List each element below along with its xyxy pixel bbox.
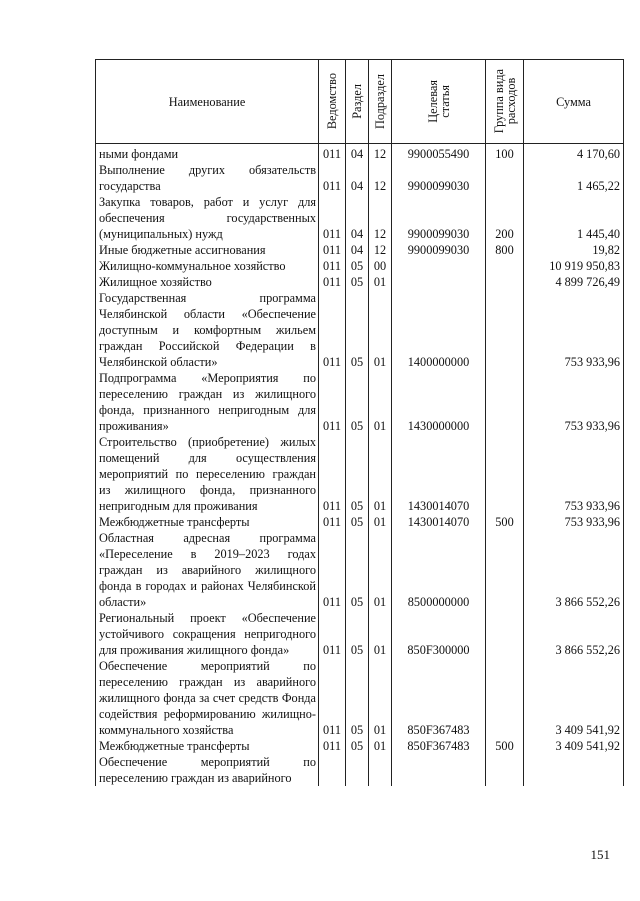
cell-name: Областная адресная программа «Переселение в 2019–2023 годах граждан из аварийного жилищного фонда в городах и районах Челябинской области» [96,530,319,610]
cell-razdel: 05 [346,370,369,434]
cell-razdel: 05 [346,738,369,754]
cell-tselevaya-statya [392,274,486,290]
cell-summa: 753 933,96 [524,370,624,434]
cell-razdel: 04 [346,242,369,258]
budget-table [95,59,624,786]
cell-name: Обеспечение мероприятий по переселению граждан из аварийного жилищного фонда за счет средств Фонда содействия реформированию жилищно-коммунального хозяйства [96,658,319,738]
cell-razdel [346,754,369,786]
cell-razdel: 05 [346,658,369,738]
table-row [96,434,624,514]
cell-name: ными фондами [96,144,319,163]
cell-podrazdel: 01 [369,658,392,738]
cell-name: Государственная программа Челябинской области «Обеспечение доступным и комфортным жильем граждан Российской Федерации в Челябинской области» [96,290,319,370]
cell-podrazdel: 01 [369,738,392,754]
table-row [96,258,624,274]
cell-gruppa-vida [486,290,524,370]
cell-summa: 1 445,40 [524,194,624,242]
cell-tselevaya-statya: 9900099030 [392,162,486,194]
cell-podrazdel: 01 [369,290,392,370]
cell-podrazdel: 01 [369,610,392,658]
cell-summa: 10 919 950,83 [524,258,624,274]
table-row [96,242,624,258]
cell-gruppa-vida [486,754,524,786]
cell-summa: 3 409 541,92 [524,658,624,738]
header-tselevaya-statya: Целевая статья [392,60,486,144]
cell-name: Закупка товаров, работ и услуг для обеспечения государственных (муниципальных) нужд [96,194,319,242]
cell-gruppa-vida: 200 [486,194,524,242]
cell-name: Жилищное хозяйство [96,274,319,290]
cell-podrazdel: 12 [369,194,392,242]
cell-gruppa-vida [486,434,524,514]
cell-tselevaya-statya: 1400000000 [392,290,486,370]
cell-summa: 753 933,96 [524,434,624,514]
cell-summa: 3 409 541,92 [524,738,624,754]
cell-name: Региональный проект «Обеспечение устойчивого сокращения непригодного для проживания жилищного фонда» [96,610,319,658]
header-podrazdel: Подраздел [369,60,392,144]
cell-tselevaya-statya: 850F367483 [392,658,486,738]
cell-name: Межбюджетные трансферты [96,738,319,754]
cell-vedomstvo: 011 [319,274,346,290]
table-row [96,370,624,434]
cell-razdel: 05 [346,610,369,658]
cell-podrazdel: 12 [369,162,392,194]
cell-tselevaya-statya: 9900099030 [392,242,486,258]
cell-vedomstvo: 011 [319,258,346,274]
cell-summa: 3 866 552,26 [524,530,624,610]
cell-summa: 1 465,22 [524,162,624,194]
cell-gruppa-vida [486,258,524,274]
header-razdel: Раздел [346,60,369,144]
cell-vedomstvo: 011 [319,290,346,370]
cell-gruppa-vida [486,530,524,610]
cell-tselevaya-statya: 1430014070 [392,434,486,514]
cell-vedomstvo: 011 [319,194,346,242]
cell-vedomstvo: 011 [319,738,346,754]
cell-vedomstvo: 011 [319,514,346,530]
header-vedomstvo: Ведомство [319,60,346,144]
cell-razdel: 05 [346,290,369,370]
cell-vedomstvo: 011 [319,434,346,514]
cell-razdel: 04 [346,144,369,163]
cell-razdel: 04 [346,194,369,242]
cell-summa: 4 899 726,49 [524,274,624,290]
cell-gruppa-vida: 800 [486,242,524,258]
cell-vedomstvo: 011 [319,610,346,658]
cell-gruppa-vida [486,162,524,194]
table-row [96,162,624,194]
cell-name: Выполнение других обязательств государства [96,162,319,194]
table-row [96,290,624,370]
cell-podrazdel: 01 [369,434,392,514]
table-row [96,144,624,163]
cell-gruppa-vida: 500 [486,514,524,530]
cell-tselevaya-statya: 9900055490 [392,144,486,163]
cell-vedomstvo: 011 [319,530,346,610]
table-row [96,738,624,754]
table-row [96,610,624,658]
cell-razdel: 04 [346,162,369,194]
cell-podrazdel: 01 [369,274,392,290]
cell-gruppa-vida [486,658,524,738]
cell-tselevaya-statya: 8500000000 [392,530,486,610]
table-row [96,658,624,738]
cell-tselevaya-statya: 1430014070 [392,514,486,530]
cell-tselevaya-statya: 850F300000 [392,610,486,658]
cell-podrazdel [369,754,392,786]
cell-summa: 4 170,60 [524,144,624,163]
header-summa: Сумма [524,60,624,144]
cell-gruppa-vida [486,274,524,290]
cell-podrazdel: 12 [369,144,392,163]
cell-summa [524,754,624,786]
cell-vedomstvo: 011 [319,144,346,163]
table-body [96,144,624,787]
cell-gruppa-vida [486,370,524,434]
cell-vedomstvo: 011 [319,658,346,738]
cell-summa: 753 933,96 [524,290,624,370]
cell-tselevaya-statya [392,258,486,274]
cell-razdel: 05 [346,258,369,274]
cell-name: Межбюджетные трансферты [96,514,319,530]
cell-razdel: 05 [346,434,369,514]
cell-podrazdel: 01 [369,514,392,530]
cell-summa: 3 866 552,26 [524,610,624,658]
table-row [96,514,624,530]
table-row [96,530,624,610]
cell-podrazdel: 12 [369,242,392,258]
table-row [96,754,624,786]
cell-tselevaya-statya [392,754,486,786]
cell-podrazdel: 01 [369,530,392,610]
cell-vedomstvo: 011 [319,242,346,258]
cell-name: Подпрограмма «Мероприятия по переселению граждан из жилищного фонда, признанного непригодным для проживания» [96,370,319,434]
cell-summa: 19,82 [524,242,624,258]
cell-razdel: 05 [346,530,369,610]
cell-vedomstvo: 011 [319,370,346,434]
cell-name: Обеспечение мероприятий по переселению граждан из аварийного [96,754,319,786]
cell-summa: 753 933,96 [524,514,624,530]
page-number: 151 [590,847,610,862]
cell-name: Жилищно-коммунальное хозяйство [96,258,319,274]
cell-gruppa-vida: 500 [486,738,524,754]
cell-vedomstvo [319,754,346,786]
cell-podrazdel: 01 [369,370,392,434]
cell-podrazdel: 00 [369,258,392,274]
header-name: Наименование [96,60,319,144]
cell-razdel: 05 [346,514,369,530]
cell-gruppa-vida: 100 [486,144,524,163]
cell-name: Строительство (приобретение) жилых помещений для осуществления мероприятий по переселению граждан из жилищного фонда, признанного непригодным для проживания [96,434,319,514]
cell-tselevaya-statya: 850F367483 [392,738,486,754]
table-row [96,194,624,242]
cell-razdel: 05 [346,274,369,290]
header-gruppa-vida-raskhodov: Группа вида расходов [486,60,524,144]
table-row [96,274,624,290]
cell-vedomstvo: 011 [319,162,346,194]
cell-tselevaya-statya: 1430000000 [392,370,486,434]
cell-tselevaya-statya: 9900099030 [392,194,486,242]
cell-gruppa-vida [486,610,524,658]
cell-name: Иные бюджетные ассигнования [96,242,319,258]
table-header-row [96,60,624,144]
